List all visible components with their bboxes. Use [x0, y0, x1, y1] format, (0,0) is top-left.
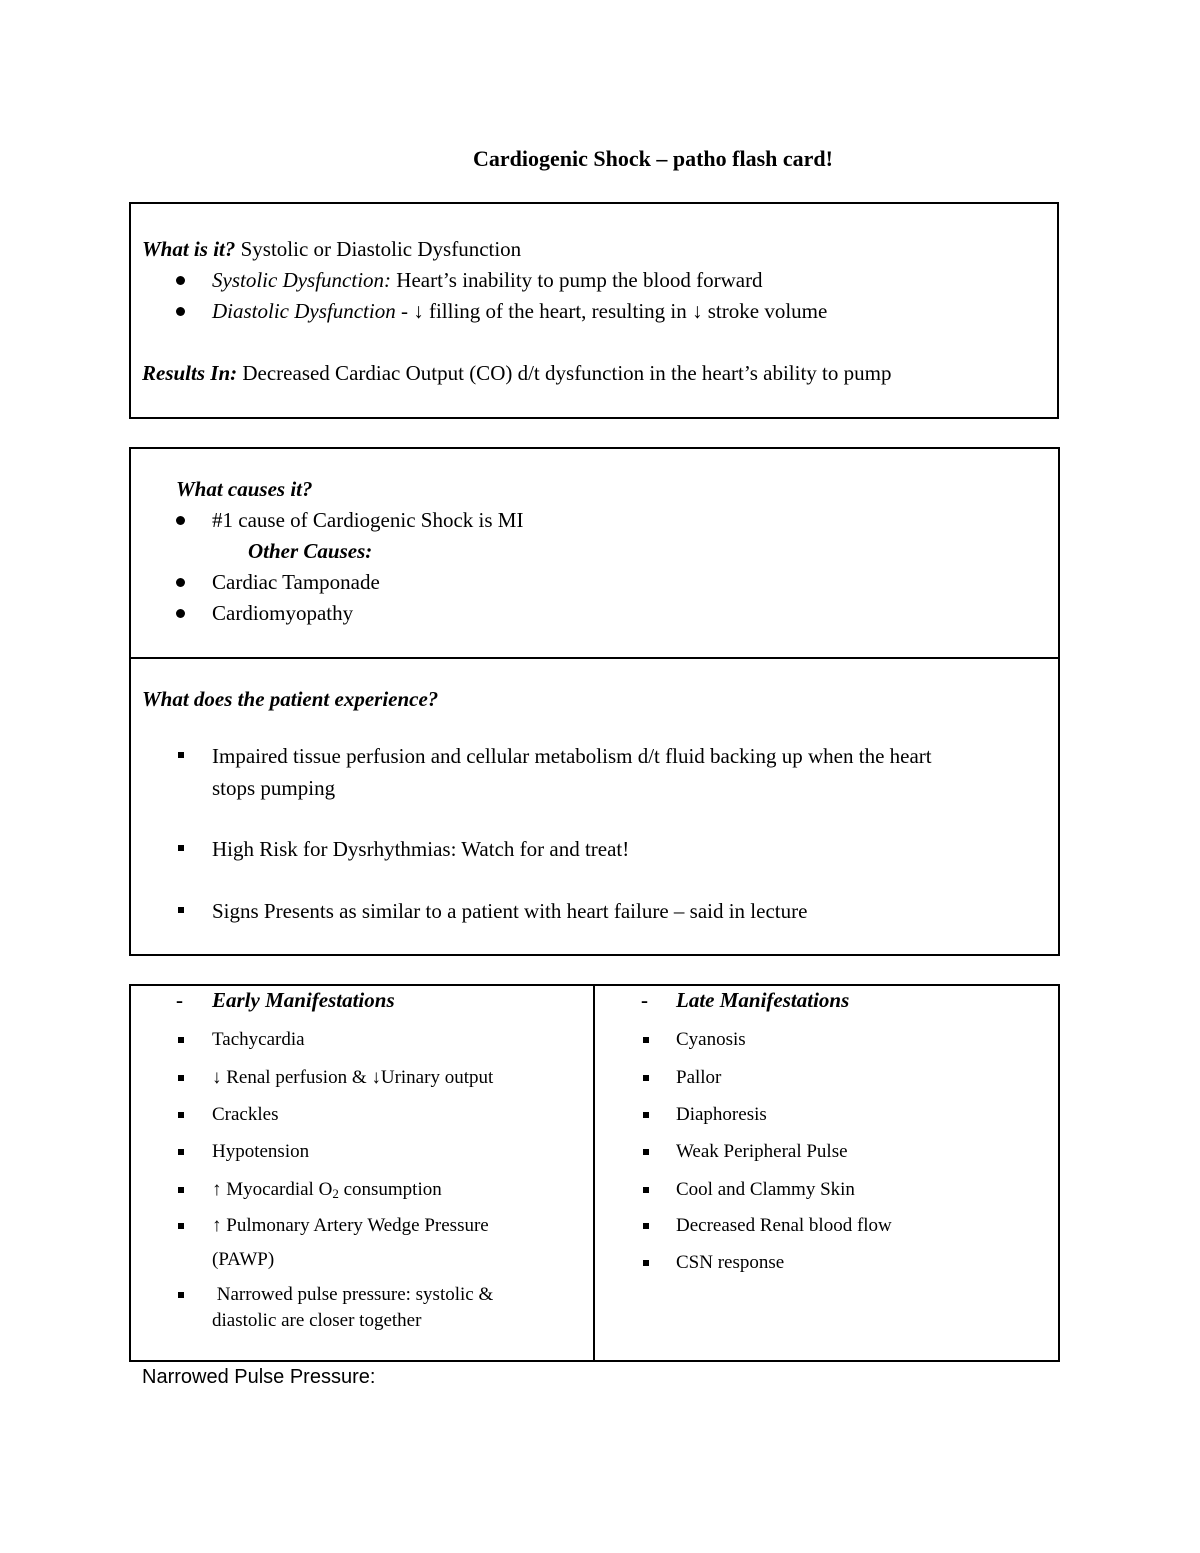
cause-cardiomyopathy: Cardiomyopathy [212, 601, 354, 625]
causes-heading: What causes it? [176, 477, 313, 501]
bullet-icon [176, 276, 185, 285]
table-divider [593, 984, 595, 1362]
what-is-it-text: Systolic or Diastolic Dysfunction [235, 237, 522, 261]
experience-item-3: Signs Presents as similar to a patient with heart failure – said in lecture [212, 899, 808, 923]
square-bullet-icon [643, 1112, 649, 1118]
late-item: Weak Peripheral Pulse [676, 1141, 848, 1162]
square-bullet-icon [178, 907, 184, 913]
early-item: Hypotension [212, 1141, 310, 1162]
systolic-text: Heart’s inability to pump the blood forward [391, 268, 763, 292]
square-bullet-icon [643, 1149, 649, 1155]
square-bullet-icon [178, 845, 184, 851]
square-bullet-icon [178, 1187, 184, 1193]
page-title: Cardiogenic Shock – patho flash card! [473, 146, 833, 171]
what-is-it-label: What is it? [142, 237, 236, 261]
square-bullet-icon [643, 1260, 649, 1266]
narrowed-pulse-pressure-label: Narrowed Pulse Pressure: [142, 1366, 376, 1388]
experience-item-2: High Risk for Dysrhythmias: Watch for and treat! [212, 837, 630, 861]
results-line [142, 359, 891, 387]
early-heading: Early Manifestations [212, 988, 395, 1012]
square-bullet-icon [643, 1223, 649, 1229]
early-item-pawp-2: (PAWP) [212, 1249, 275, 1270]
other-causes-label: Other Causes: [248, 539, 373, 563]
square-bullet-icon [178, 1223, 184, 1229]
late-item: Cyanosis [676, 1029, 746, 1050]
results-label: Results In: [142, 361, 238, 385]
early-item: Tachycardia [212, 1029, 305, 1050]
square-bullet-icon [178, 1075, 184, 1081]
results-text: Decreased Cardiac Output (CO) d/t dysfunction in the heart’s ability to pump [237, 361, 892, 385]
square-bullet-icon [178, 1149, 184, 1155]
bullet-icon [176, 578, 185, 587]
square-bullet-icon [643, 1075, 649, 1081]
experience-item-1b: stops pumping [212, 776, 336, 800]
o2-subscript: 2 [332, 1186, 339, 1201]
experience-heading: What does the patient experience? [142, 687, 439, 711]
late-item: Cool and Clammy Skin [676, 1179, 855, 1200]
o2-suffix: consumption [338, 1179, 442, 1200]
late-item: CSN response [676, 1252, 785, 1273]
diastolic-text: - ↓ filling of the heart, resulting in ↓ stroke volume [395, 299, 828, 323]
diastolic-line [212, 297, 827, 325]
bullet-icon [176, 609, 185, 618]
square-bullet-icon [178, 752, 184, 758]
bullet-icon [176, 307, 185, 316]
late-item: Pallor [676, 1067, 722, 1088]
late-heading: Late Manifestations [676, 988, 850, 1012]
systolic-line [212, 266, 763, 294]
systolic-label: Systolic Dysfunction: [212, 268, 392, 292]
early-item-narrow-2: diastolic are closer together [212, 1310, 422, 1331]
square-bullet-icon [643, 1037, 649, 1043]
square-bullet-icon [178, 1112, 184, 1118]
late-dash: - [641, 988, 648, 1012]
early-item-pawp-1: ↑ Pulmonary Artery Wedge Pressure [212, 1215, 489, 1236]
cause-tamponade: Cardiac Tamponade [212, 570, 380, 594]
experience-item-1a: Impaired tissue perfusion and cellular metabolism d/t fluid backing up when the heart [212, 744, 932, 768]
early-item-narrow-1: Narrowed pulse pressure: systolic & [212, 1284, 494, 1305]
first-cause: #1 cause of Cardiogenic Shock is MI [212, 508, 524, 532]
late-item: Diaphoresis [676, 1104, 767, 1125]
early-item: ↓ Renal perfusion & ↓Urinary output [212, 1067, 494, 1088]
bullet-icon [176, 516, 185, 525]
what-is-it-line [142, 235, 521, 263]
early-item-o2 [212, 1176, 442, 1208]
early-item: Crackles [212, 1104, 279, 1125]
early-dash: - [176, 988, 183, 1012]
diastolic-label: Diastolic Dysfunction [212, 299, 396, 323]
o2-prefix: ↑ Myocardial O [212, 1179, 333, 1200]
square-bullet-icon [643, 1187, 649, 1193]
square-bullet-icon [178, 1037, 184, 1043]
late-item: Decreased Renal blood flow [676, 1215, 892, 1236]
square-bullet-icon [178, 1292, 184, 1298]
